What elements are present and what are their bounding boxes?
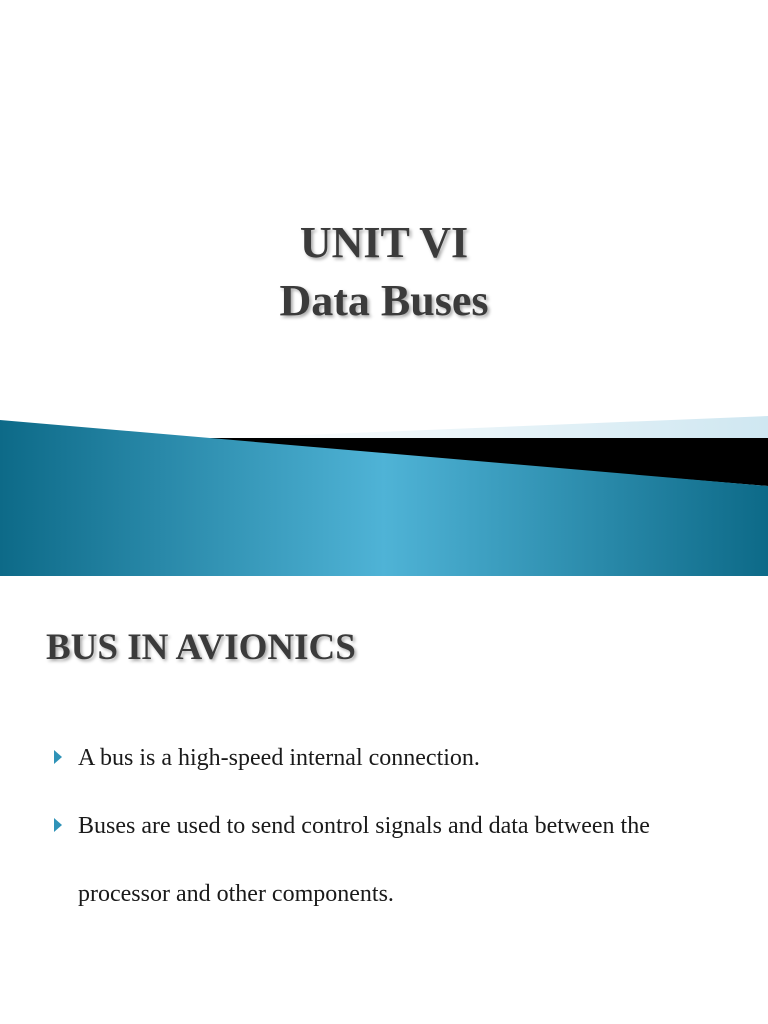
bullet-item	[52, 792, 742, 928]
triangle-bullet-icon	[54, 750, 62, 764]
triangle-bullet-icon	[54, 818, 62, 832]
title-line-2: Data Buses	[279, 276, 489, 325]
pale-blue-band	[230, 416, 768, 438]
bullet-list	[52, 724, 742, 928]
decorative-banner	[0, 400, 768, 576]
bullet-text: Buses are used to send control signals and data between the processor and other components.	[78, 813, 650, 907]
content-slide	[0, 576, 768, 1024]
bullet-text: A bus is a high-speed internal connection.	[78, 745, 480, 771]
title-line-1: UNIT VI	[299, 218, 469, 267]
bullet-item	[52, 724, 742, 792]
slide-heading: BUS IN AVIONICS	[46, 627, 356, 668]
slide-title	[0, 214, 768, 330]
